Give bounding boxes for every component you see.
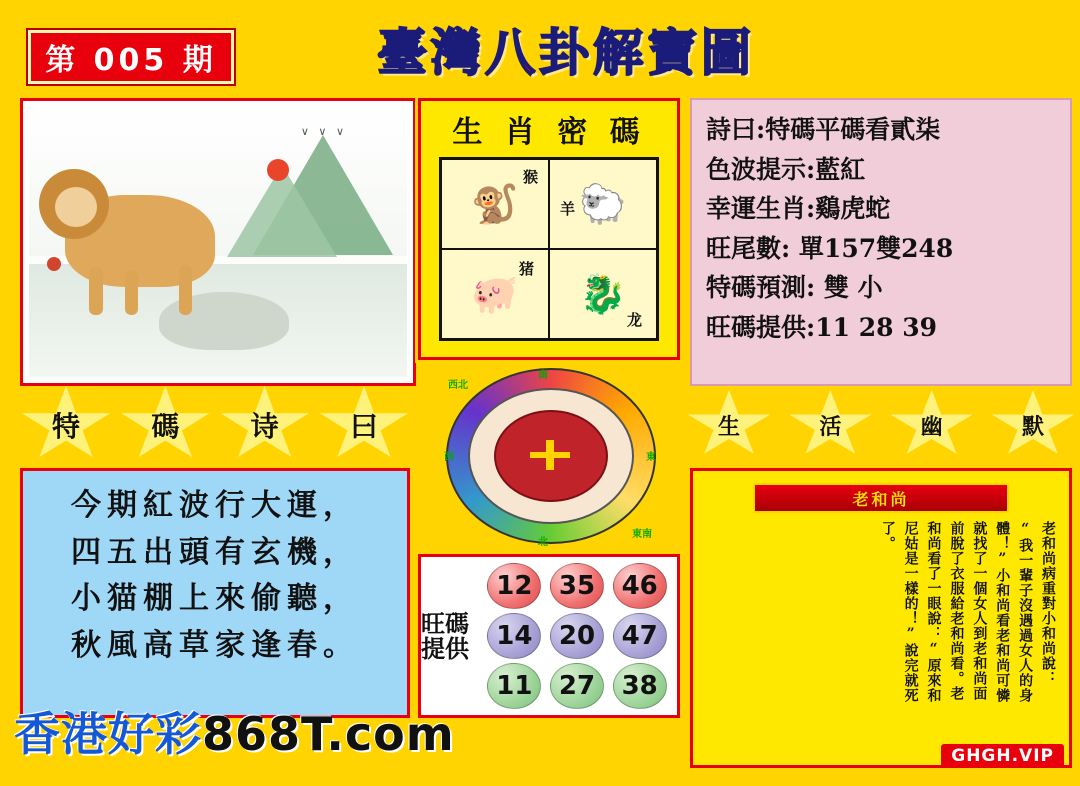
poem-line: 今期紅波行大運，: [71, 488, 359, 523]
star-label: 生: [717, 413, 740, 440]
issue-badge: [28, 30, 234, 84]
lucky-ball: 12: [487, 563, 541, 609]
lucky-ball: 27: [550, 663, 604, 709]
poem-panel: [20, 468, 410, 718]
birds-icon: ∨ ∨ ∨: [300, 125, 347, 138]
lucky-ball: 38: [613, 663, 667, 709]
lucky-numbers-panel: [418, 554, 680, 718]
star-badge: [686, 390, 772, 460]
star-label: 曰: [349, 410, 378, 443]
story-column: 尼姑是一樣的！”說完就死: [902, 521, 919, 703]
zodiac-cell-label: 羊: [560, 200, 576, 218]
poem-line: 四五出頭有玄機，: [71, 534, 359, 570]
story-column: 就找了一個女人到老和尚面: [971, 521, 988, 701]
story-column: 前脫了衣服給老和尚看。老: [948, 521, 965, 701]
zodiac-panel: [418, 98, 680, 360]
site-watermark: [14, 698, 455, 764]
zodiac-title: 生 肖 密 碼: [452, 115, 646, 150]
site-watermark-domain: 868T.com: [202, 707, 455, 761]
compass-label: 西: [444, 452, 454, 463]
story-panel: [690, 468, 1072, 768]
star-label: 活: [819, 413, 842, 440]
zodiac-cell-monkey: [441, 159, 549, 249]
star-badge: [787, 390, 873, 460]
zodiac-grid: [439, 157, 659, 341]
lucky-ball: 46: [613, 563, 667, 609]
lucky-ball: 35: [550, 563, 604, 609]
dragon-icon: 🐉: [579, 272, 627, 316]
compass-label: 北: [538, 537, 548, 548]
prediction-line: 特碼預測: 雙 小: [706, 273, 883, 302]
story-column: 了。: [879, 521, 896, 551]
poem-line: 小猫棚上來偷聽，: [71, 581, 359, 616]
star-badge: [119, 386, 211, 464]
page-title-text: 臺灣八卦解寶圖: [377, 23, 755, 82]
zodiac-cell-sheep: [549, 159, 657, 249]
star-label: 诗: [250, 410, 279, 443]
sheep-icon: 🐑: [579, 182, 627, 226]
page-title: [306, 12, 826, 86]
story-text: [701, 519, 1061, 769]
prediction-line: 色波提示:藍紅: [706, 154, 866, 184]
lion-leg-icon: [125, 271, 138, 315]
star-label: 幽: [920, 413, 943, 440]
lucky-ball: 20: [550, 613, 604, 659]
prediction-line: 幸運生肖:鷄虎蛇: [706, 194, 891, 223]
illustration: [29, 107, 407, 377]
brand-badge: GHGH.VIP: [941, 744, 1064, 768]
left-star-row: [20, 386, 410, 464]
prediction-panel: [690, 98, 1072, 386]
lion-leg-icon: [89, 267, 103, 315]
illustration-frame: [20, 98, 416, 386]
zodiac-cell-pig: [441, 249, 549, 339]
lion-face-icon: [55, 187, 97, 227]
zodiac-cell-label: 猪: [518, 260, 534, 278]
zodiac-cell-label: 龙: [626, 311, 642, 329]
star-label: 默: [1021, 413, 1044, 440]
lion-leg-icon: [179, 265, 192, 315]
prediction-line: 詩曰:特碼平碼看貳柒: [706, 115, 941, 144]
star-label: 碼: [151, 410, 180, 443]
prediction-line: 旺碼提供:11 28 39: [706, 312, 938, 342]
prediction-line: 旺尾數: 單157雙248: [706, 233, 954, 263]
lucky-numbers-label: [421, 557, 477, 715]
star-badge: [20, 386, 112, 464]
story-column: 老和尚病重對小和尚說：: [1040, 521, 1056, 686]
right-star-row: [686, 390, 1076, 460]
story-column: “我一輩子沒遇過女人的身: [1017, 521, 1034, 703]
compass-label: 南: [538, 370, 548, 381]
issue-label: 第 005 期: [45, 43, 217, 78]
sun-icon: [267, 159, 289, 181]
zodiac-cell-label: 猴: [522, 168, 538, 186]
poem-line: 秋風高草家逢春。: [71, 627, 359, 663]
star-badge: [889, 390, 975, 460]
star-label: 特: [51, 410, 80, 443]
lucky-numbers-grid: [477, 557, 677, 715]
star-badge: [990, 390, 1076, 460]
pig-icon: 🐖: [471, 272, 519, 316]
compass-label: 東: [646, 452, 656, 463]
story-title-bar: [753, 483, 1009, 513]
story-column: 和尚看了一眼說：“原來和: [925, 521, 942, 703]
compass-label: 西北: [448, 380, 468, 391]
compass-label: 東南: [632, 529, 652, 540]
flower-icon: [47, 257, 61, 271]
lucky-numbers-label-text: 旺碼提供: [421, 608, 469, 663]
lucky-ball: 11: [487, 663, 541, 709]
lucky-ball: 14: [487, 613, 541, 659]
star-badge: [219, 386, 311, 464]
story-column: 體！”小和尚看老和尚可憐: [994, 521, 1011, 703]
monkey-icon: 🐒: [471, 182, 519, 226]
story-title: 老和尚: [852, 489, 910, 509]
zodiac-cell-dragon: [549, 249, 657, 339]
bagua-compass-icon: [438, 368, 660, 548]
star-badge: [318, 386, 410, 464]
site-watermark-text: 香港好彩: [14, 707, 202, 761]
lucky-ball: 47: [613, 613, 667, 659]
